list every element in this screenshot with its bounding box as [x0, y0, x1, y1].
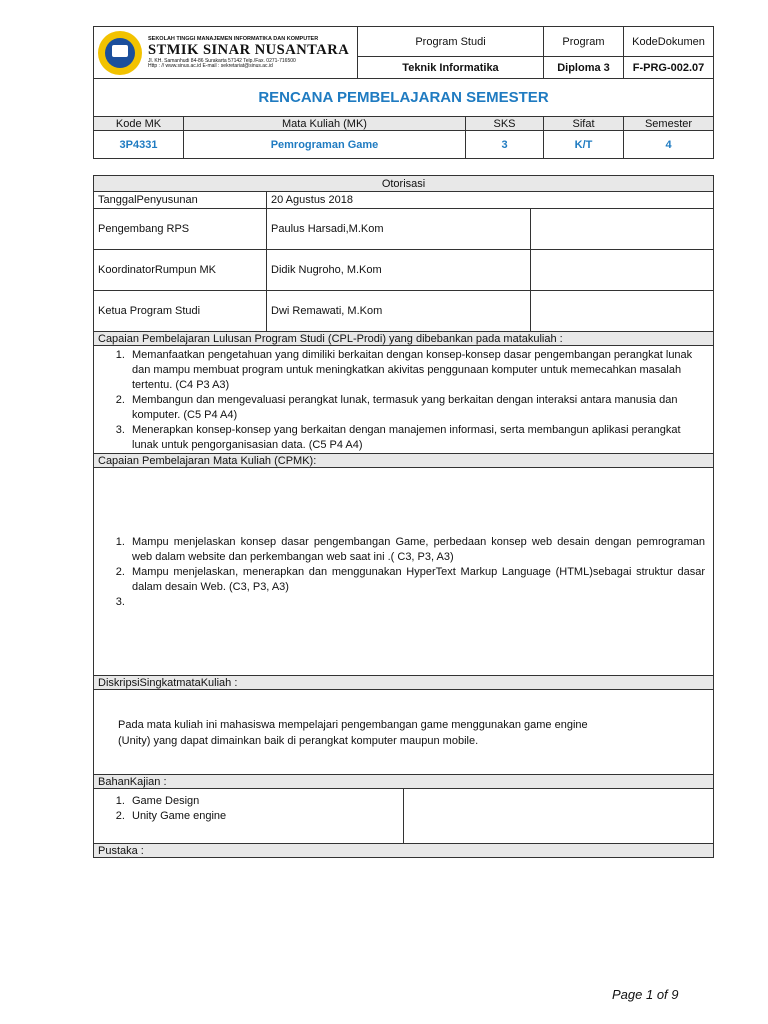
col-kode-mk: Kode MK: [94, 117, 184, 131]
kaprodi-value: Dwi Remawati, M.Kom: [267, 291, 531, 332]
cpmk-heading: Capaian Pembelajaran Mata Kuliah (CPMK):: [94, 454, 714, 468]
program-label: Program: [544, 27, 624, 57]
logo-cell: [94, 27, 358, 79]
institution-logo: [98, 31, 353, 75]
mata-kuliah-value: Pemrograman Game: [184, 131, 466, 159]
page-number: Page 1 of 9: [612, 987, 679, 1002]
header-table: [93, 26, 714, 159]
deskripsi-text: Pada mata kuliah ini mahasiswa mempelajari pengembangan game menggunakan game engine (Unity) yang dapat dimainkan baik di perangkat komputer maupun mobile.: [118, 719, 588, 747]
semester-value: 4: [624, 131, 714, 159]
tanggal-label: TanggalPenyusunan: [94, 192, 267, 209]
bahan-kajian-item: 2. Unity Game engine: [128, 809, 399, 824]
logo-address: Jl. KH. Samanhudi 84-86 Surakarta 57142 Telp./Fax. 0271-716500: [148, 57, 296, 64]
sks-value: 3: [466, 131, 544, 159]
col-mata-kuliah: Mata Kuliah (MK): [184, 117, 466, 131]
cpmk-section: [94, 468, 714, 676]
cpl-heading: Capaian Pembelajaran Lulusan Program Studi (CPL-Prodi) yang dibebankan pada matakuliah :: [94, 332, 714, 346]
rps-main-table: [93, 175, 714, 858]
cpmk-item: [128, 595, 705, 610]
bahan-kajian-empty-cell: [404, 789, 714, 844]
cpmk-item: 2. Mampu menjelaskan, menerapkan dan menggunakan HyperText Markup Language (HTML)sebagai struktur dasar dalam desain Web. (C3, P3, A3): [128, 565, 705, 595]
seal-icon: [98, 31, 142, 75]
deskripsi-section: [94, 690, 714, 775]
kode-dokumen-value: F-PRG-002.07: [624, 57, 714, 79]
program-studi-value: Teknik Informatika: [358, 57, 544, 79]
kode-mk-value: 3P4331: [94, 131, 184, 159]
koordinator-value: Didik Nugroho, M.Kom: [267, 250, 531, 291]
cpl-item: 3. Menerapkan konsep-konsep yang berkaitan dengan manajemen informasi, serta membangun aplikasi perangkat lunak untuk pengorganisasian data. (C5 P4 A4): [128, 423, 709, 453]
koordinator-signature: [531, 250, 714, 291]
program-value: Diploma 3: [544, 57, 624, 79]
logo-name: STMIK SINAR NUSANTARA: [148, 42, 350, 58]
bahan-kajian-heading: BahanKajian :: [94, 775, 714, 789]
cpmk-item: 1. Mampu menjelaskan konsep dasar pengembangan Game, perbedaan konsep web desain dengan pemrograman web dalam website dan perkembangan web saat ini .( C3, P3, A3): [128, 535, 705, 565]
cpl-item: 2. Membangun dan mengevaluasi perangkat lunak, termasuk yang berkaitan dengan interaksi antara manusia dan komputer. (C5 P4 A4): [128, 393, 709, 423]
logo-web: Http : // www.sinus.ac.id E-mail : sekretariat@sinus.ac.id: [148, 62, 273, 69]
bahan-kajian-section: [94, 789, 404, 844]
cpl-item: 1. Memanfaatkan pengetahuan yang dimiliki berkaitan dengan konsep-konsep dasar pengembangan perangkat lunak dan mampu membuat program untuk meningkatkan akivitas penggunaan komputer untuk memecahkan masalah tertentu. (C4 P3 A3): [128, 348, 709, 393]
program-studi-label: Program Studi: [358, 27, 544, 57]
pengembang-value: Paulus Harsadi,M.Kom: [267, 209, 531, 250]
deskripsi-heading: DiskripsiSingkatmataKuliah :: [94, 676, 714, 690]
otorisasi-heading: Otorisasi: [94, 176, 714, 192]
bahan-kajian-list: [98, 794, 399, 824]
cpmk-list: [98, 535, 705, 610]
col-semester: Semester: [624, 117, 714, 131]
kaprodi-label: Ketua Program Studi: [94, 291, 267, 332]
pengembang-signature: [531, 209, 714, 250]
cpl-section: [94, 346, 714, 454]
col-sks: SKS: [466, 117, 544, 131]
document-title: RENCANA PEMBELAJARAN SEMESTER: [94, 79, 714, 117]
koordinator-label: KoordinatorRumpun MK: [94, 250, 267, 291]
cpl-list: [98, 348, 709, 453]
col-sifat: Sifat: [544, 117, 624, 131]
sifat-value: K/T: [544, 131, 624, 159]
tanggal-value: 20 Agustus 2018: [267, 192, 714, 209]
pustaka-heading: Pustaka :: [94, 844, 714, 858]
bahan-kajian-item: 1. Game Design: [128, 794, 399, 809]
kaprodi-signature: [531, 291, 714, 332]
pengembang-label: Pengembang RPS: [94, 209, 267, 250]
kode-dokumen-label: KodeDokumen: [624, 27, 714, 57]
logo-line1: SEKOLAH TINGGI MANAJEMEN INFORMATIKA DAN KOMPUTER: [148, 35, 319, 42]
